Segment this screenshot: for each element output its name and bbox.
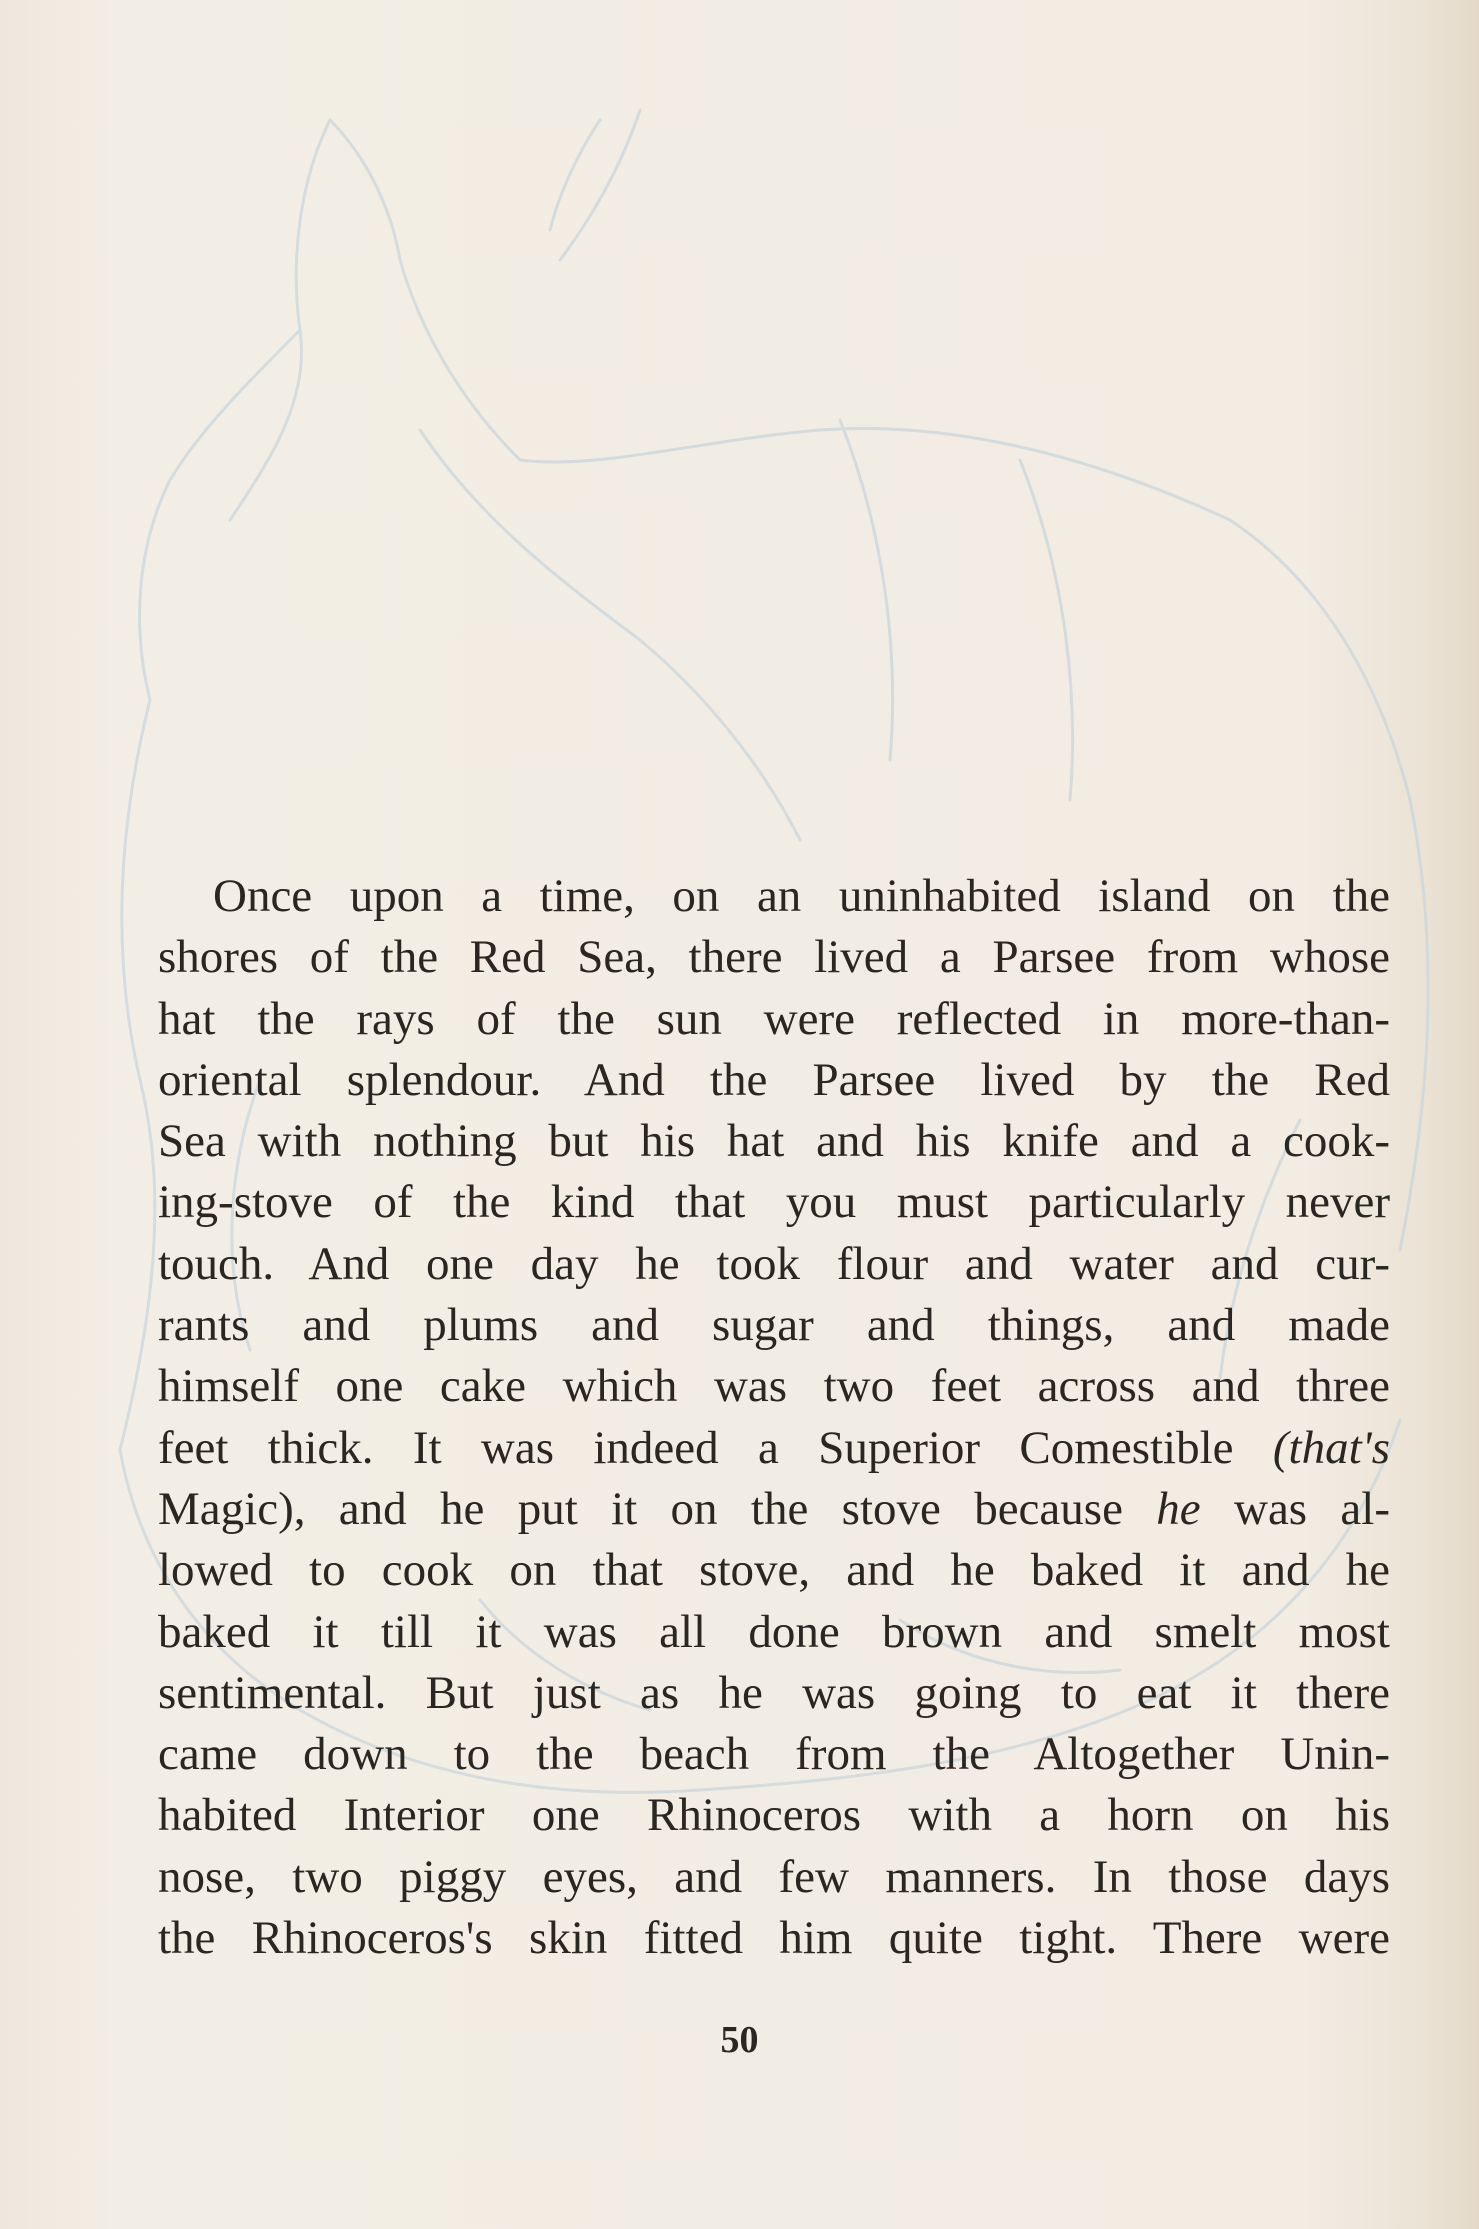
text-line: oriental splendour. And the Parsee lived by the Red xyxy=(158,1053,1390,1106)
text-line xyxy=(158,1418,1390,1479)
text-line xyxy=(158,1479,1390,1540)
text-line: baked it till it was all done brown and smelt most xyxy=(158,1605,1390,1658)
text-line: lowed to cook on that stove, and he baked it and he xyxy=(158,1544,1390,1597)
text-segment: feet thick. It was indeed a Superior Comestible xyxy=(158,1421,1234,1474)
text-line: the Rhinoceros's skin fitted him quite tight. There were xyxy=(158,1912,1390,1965)
text-line: sentimental. But just as he was going to eat it there xyxy=(158,1666,1390,1719)
text-line: hat the rays of the sun were reflected in more-than- xyxy=(158,992,1390,1045)
text-line: rants and plums and sugar and things, and made xyxy=(158,1299,1390,1352)
text-line: himself one cake which was two feet across and three xyxy=(158,1360,1390,1413)
italic-text: (that's xyxy=(1272,1421,1391,1474)
text-line: shores of the Red Sea, there lived a Parsee from whose xyxy=(158,931,1390,984)
text-line: touch. And one day he took flour and water and cur- xyxy=(158,1237,1390,1290)
text-line: nose, two piggy eyes, and few manners. In those days xyxy=(158,1850,1390,1903)
story-paragraph xyxy=(158,866,1390,1969)
text-segment: was al- xyxy=(1234,1482,1391,1535)
text-line: habited Interior one Rhinoceros with a horn on his xyxy=(158,1789,1390,1842)
page-number: 50 xyxy=(720,2019,759,2061)
text-line: Sea with nothing but his hat and his knife and a cook- xyxy=(158,1115,1390,1168)
text-line: ing-stove of the kind that you must particularly never xyxy=(158,1176,1390,1229)
text-line: came down to the beach from the Altogether Unin- xyxy=(158,1728,1390,1781)
text-line: Once upon a time, on an uninhabited island on the xyxy=(213,870,1390,922)
italic-text: he xyxy=(1156,1482,1201,1535)
text-segment: Magic), and he put it on the stove because xyxy=(158,1482,1123,1535)
